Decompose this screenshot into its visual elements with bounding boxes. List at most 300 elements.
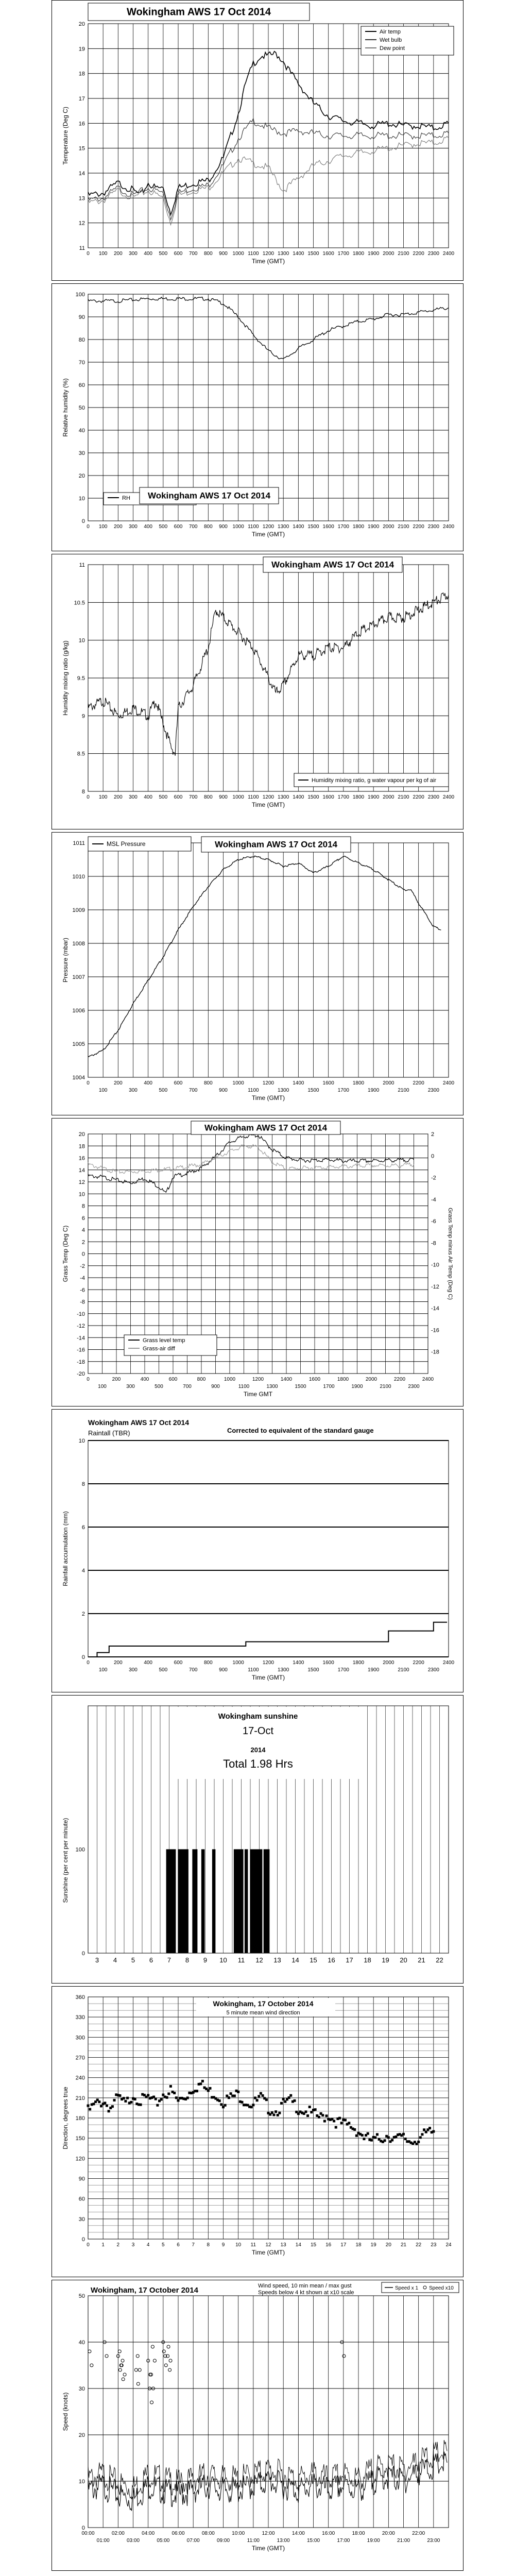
legend-label: Humidity mixing ratio, g water vapour per kg of air bbox=[312, 777, 437, 784]
x-tick-label: 900 bbox=[219, 794, 228, 800]
x-tick-label: 2100 bbox=[398, 1088, 409, 1093]
x-tick-label: 200 bbox=[113, 524, 123, 530]
legend-box bbox=[361, 26, 454, 55]
x-tick-label: 8 bbox=[207, 2242, 210, 2248]
y-tick-label: 10.5 bbox=[74, 600, 85, 606]
x-tick-label: 18:00 bbox=[352, 2531, 365, 2536]
y-tick-label: 10 bbox=[78, 2479, 85, 2485]
chart-title: Wokingham AWS 17 Oct 2014 bbox=[147, 490, 271, 501]
x-tick-label: 600 bbox=[174, 1080, 183, 1086]
x-tick-label: 1700 bbox=[337, 524, 349, 530]
direction-point bbox=[98, 2100, 100, 2103]
x-tick-label: 07:00 bbox=[186, 2538, 200, 2544]
y-tick-label: 270 bbox=[75, 2055, 85, 2061]
x-tick-label: 15 bbox=[310, 2242, 317, 2248]
direction-point bbox=[177, 2099, 180, 2102]
y-tick-label: 12 bbox=[78, 220, 85, 227]
x-tick-label: 300 bbox=[129, 1088, 138, 1093]
chart-title: Wokingham AWS 17 Oct 2014 bbox=[271, 560, 394, 570]
direction-point bbox=[428, 2127, 431, 2129]
x-tick-label: 3 bbox=[95, 1956, 99, 1964]
x-tick-label: 1600 bbox=[322, 794, 334, 800]
direction-point bbox=[361, 2134, 364, 2137]
y-tick-label: 2 bbox=[81, 1239, 85, 1246]
x-tick-label: 0 bbox=[87, 1377, 90, 1382]
direction-point bbox=[274, 2110, 277, 2113]
legend-label: Speed x 1 bbox=[395, 2285, 419, 2291]
x-tick-label: 2200 bbox=[413, 524, 424, 530]
y-tick-label: 20 bbox=[78, 1131, 85, 1138]
x-tick-label: 03:00 bbox=[126, 2538, 140, 2544]
x-tick-label: 1100 bbox=[248, 1667, 259, 1673]
x-tick-label: 1300 bbox=[278, 1667, 289, 1673]
direction-point bbox=[124, 2100, 127, 2103]
y-tick-label: 8.5 bbox=[77, 751, 85, 757]
x-tick-label: 1400 bbox=[293, 794, 304, 800]
direction-point bbox=[224, 2104, 227, 2107]
direction-point bbox=[233, 2095, 236, 2097]
x-tick-label: 1000 bbox=[232, 1660, 244, 1666]
y-tick-label: 14 bbox=[78, 1167, 85, 1174]
x-tick-label: 0 bbox=[87, 251, 90, 257]
x-tick-label: 24 bbox=[445, 2242, 452, 2248]
y2-tick-label: -6 bbox=[431, 1218, 436, 1225]
x-tick-label: 500 bbox=[159, 794, 168, 800]
x-tick-label: 0 bbox=[87, 2242, 90, 2248]
x-tick-label: 300 bbox=[126, 1384, 135, 1389]
y-tick-label: 1004 bbox=[72, 1075, 85, 1081]
x-tick-label: 3 bbox=[131, 2242, 135, 2248]
legend-label: Grass level temp bbox=[143, 1337, 185, 1344]
y-axis-label: Direction, degrees true bbox=[62, 2087, 69, 2149]
x-tick-label: 20 bbox=[400, 1956, 407, 1964]
x-axis-label: Time (GMT) bbox=[251, 2249, 285, 2256]
y-tick-label: 100 bbox=[75, 292, 85, 298]
x-tick-label: 100 bbox=[98, 794, 108, 800]
direction-point bbox=[156, 2104, 159, 2107]
x-tick-label: 16:00 bbox=[322, 2531, 335, 2536]
x-tick-label: 200 bbox=[113, 1660, 123, 1666]
direction-point bbox=[404, 2138, 407, 2140]
sunshine-burst bbox=[202, 1849, 204, 1953]
direction-point bbox=[376, 2133, 379, 2136]
x-axis-label: Time (GMT) bbox=[251, 1094, 285, 1101]
x-tick-label: 23 bbox=[431, 2242, 437, 2248]
direction-point bbox=[387, 2136, 390, 2139]
y-axis-label: Temperature (Deg C) bbox=[62, 107, 69, 165]
y-tick-label: 4 bbox=[81, 1227, 85, 1233]
y-tick-label: -6 bbox=[80, 1287, 85, 1294]
x-tick-label: 1500 bbox=[307, 1088, 319, 1093]
sunshine-total: Total 1.98 Hrs bbox=[223, 1757, 293, 1770]
x-tick-label: 1300 bbox=[278, 794, 289, 800]
x-tick-label: 9 bbox=[221, 2242, 225, 2248]
chart-subtitle: 5 minute mean wind direction bbox=[226, 2010, 300, 2016]
y-tick-label: -16 bbox=[77, 1347, 85, 1353]
x-axis-label: Time (GMT) bbox=[251, 801, 285, 808]
y-tick-label: 0 bbox=[81, 1951, 85, 1957]
x-tick-label: 1900 bbox=[368, 251, 380, 257]
direction-point bbox=[118, 2094, 121, 2097]
y-axis-label: Sunshine (per cent per minute) bbox=[62, 1818, 69, 1903]
x-tick-label: 1200 bbox=[262, 251, 274, 257]
x-tick-label: 6 bbox=[177, 2242, 180, 2248]
y-tick-label: 16 bbox=[78, 1155, 85, 1162]
y-tick-label: -8 bbox=[80, 1299, 85, 1306]
direction-point bbox=[355, 2134, 358, 2137]
y-tick-label: 8 bbox=[81, 1203, 85, 1210]
x-tick-label: 500 bbox=[159, 524, 168, 530]
y-tick-label: 360 bbox=[75, 1994, 85, 2001]
direction-point bbox=[262, 2094, 264, 2097]
legend-label: Dew point bbox=[380, 45, 405, 52]
y-axis-label: Relative humidity (%) bbox=[62, 378, 69, 437]
sunshine-burst bbox=[178, 1849, 188, 1953]
legend-label: Wet bulb bbox=[380, 37, 402, 43]
y-tick-label: 50 bbox=[78, 2293, 85, 2299]
direction-point bbox=[230, 2092, 232, 2095]
direction-point bbox=[288, 2096, 290, 2099]
x-tick-label: 1300 bbox=[278, 524, 289, 530]
direction-point bbox=[374, 2136, 376, 2139]
y-tick-label: 30 bbox=[78, 2386, 85, 2392]
direction-point bbox=[344, 2119, 347, 2122]
x-tick-label: 1400 bbox=[293, 1660, 304, 1666]
y-tick-label: 2 bbox=[81, 1611, 85, 1617]
x-tick-label: 1100 bbox=[248, 524, 259, 530]
y-tick-label: 9 bbox=[81, 713, 85, 720]
x-tick-label: 1100 bbox=[248, 1088, 259, 1093]
x-tick-label: 6 bbox=[149, 1956, 153, 1964]
direction-point bbox=[284, 2100, 286, 2103]
x-tick-label: 1000 bbox=[232, 794, 244, 800]
x-tick-label: 1400 bbox=[293, 524, 304, 530]
direction-point bbox=[417, 2141, 420, 2143]
y-tick-label: 4 bbox=[81, 1568, 85, 1574]
x-tick-label: 15 bbox=[310, 1956, 317, 1964]
chart-title: Wokingham, 17 October 2014 bbox=[91, 2286, 198, 2295]
x-tick-label: 2100 bbox=[398, 1667, 409, 1673]
y-tick-label: 180 bbox=[75, 2115, 85, 2122]
y-tick-label: 210 bbox=[75, 2095, 85, 2102]
x-tick-label: 10:00 bbox=[232, 2531, 245, 2536]
direction-point bbox=[265, 2098, 268, 2101]
x-tick-label: 14:00 bbox=[291, 2531, 305, 2536]
direction-point bbox=[218, 2099, 221, 2102]
y2-tick-label: -16 bbox=[431, 1327, 439, 1334]
x-tick-label: 500 bbox=[154, 1384, 163, 1389]
y-tick-label: 6 bbox=[81, 1524, 85, 1531]
x-tick-label: 1600 bbox=[322, 524, 334, 530]
x-tick-label: 17 bbox=[340, 2242, 347, 2248]
x-tick-label: 600 bbox=[168, 1377, 178, 1382]
x-tick-label: 8 bbox=[185, 1956, 190, 1964]
direction-point bbox=[384, 2139, 386, 2142]
x-tick-label: 1100 bbox=[248, 794, 259, 800]
direction-point bbox=[367, 2132, 369, 2135]
x-tick-label: 12 bbox=[255, 1956, 263, 1964]
x-tick-label: 0 bbox=[87, 524, 90, 530]
x-tick-label: 1800 bbox=[352, 524, 365, 530]
direction-point bbox=[130, 2101, 132, 2104]
direction-point bbox=[209, 2087, 211, 2090]
x-tick-label: 1300 bbox=[278, 1088, 289, 1093]
x-tick-label: 800 bbox=[203, 1080, 213, 1086]
y-tick-label: 20 bbox=[78, 2432, 85, 2438]
direction-point bbox=[108, 2110, 110, 2112]
y-tick-label: 120 bbox=[75, 2156, 85, 2162]
direction-point bbox=[147, 2094, 149, 2096]
x-tick-label: 1500 bbox=[307, 524, 319, 530]
direction-point bbox=[370, 2139, 373, 2142]
direction-point bbox=[154, 2098, 157, 2100]
y-tick-label: 8 bbox=[81, 1481, 85, 1487]
y-tick-label: 12 bbox=[78, 1179, 85, 1185]
x-tick-label: 19 bbox=[370, 2242, 376, 2248]
x-tick-label: 11 bbox=[237, 1956, 245, 1964]
y-tick-label: 0 bbox=[81, 2236, 85, 2243]
direction-point bbox=[199, 2082, 202, 2085]
x-tick-label: 13:00 bbox=[277, 2538, 290, 2544]
x-tick-label: 1700 bbox=[337, 1667, 349, 1673]
x-tick-label: 12 bbox=[265, 2242, 271, 2248]
x-tick-label: 1000 bbox=[232, 1080, 244, 1086]
y2-axis-label: Grass Temp minus Air Temp (Deg C) bbox=[447, 1208, 453, 1300]
x-tick-label: 1500 bbox=[307, 251, 319, 257]
direction-point bbox=[89, 2108, 91, 2111]
x-tick-label: 200 bbox=[113, 794, 123, 800]
sunshine-burst bbox=[245, 1849, 248, 1953]
x-tick-label: 0 bbox=[87, 1660, 90, 1666]
direction-point bbox=[201, 2080, 204, 2082]
x-tick-label: 1500 bbox=[295, 1384, 306, 1389]
direction-point bbox=[321, 2114, 324, 2116]
x-tick-label: 0 bbox=[87, 794, 90, 800]
direction-point bbox=[306, 2114, 309, 2117]
x-tick-label: 2200 bbox=[413, 251, 424, 257]
x-tick-label: 800 bbox=[203, 1660, 213, 1666]
y-tick-label: 0 bbox=[81, 518, 85, 524]
x-tick-label: 1300 bbox=[266, 1384, 278, 1389]
y-tick-label: 18 bbox=[78, 71, 85, 77]
x-tick-label: 2300 bbox=[427, 1088, 439, 1093]
x-tick-label: 18 bbox=[355, 2242, 362, 2248]
chart-title: Wokingham, 17 October 2014 bbox=[213, 1999, 314, 2008]
x-tick-label: 700 bbox=[188, 1667, 198, 1673]
x-tick-label: 1800 bbox=[352, 794, 365, 800]
x-tick-label: 23:00 bbox=[427, 2538, 440, 2544]
x-tick-label: 11:00 bbox=[247, 2538, 260, 2544]
x-tick-label: 1000 bbox=[232, 251, 244, 257]
x-tick-label: 1400 bbox=[280, 1377, 293, 1382]
direction-point bbox=[391, 2139, 393, 2141]
direction-point bbox=[228, 2096, 230, 2099]
direction-point bbox=[106, 2104, 108, 2107]
x-tick-label: 2400 bbox=[442, 524, 455, 530]
x-tick-label: 21:00 bbox=[397, 2538, 410, 2544]
y-tick-label: 16 bbox=[78, 121, 85, 127]
x-tick-label: 700 bbox=[183, 1384, 192, 1389]
x-tick-label: 300 bbox=[129, 251, 138, 257]
direction-point bbox=[289, 2094, 292, 2097]
x-tick-label: 5 bbox=[131, 1956, 135, 1964]
x-tick-label: 1700 bbox=[323, 1384, 335, 1389]
x-tick-label: 800 bbox=[203, 524, 213, 530]
panel-grass-temp bbox=[52, 1118, 464, 1406]
direction-point bbox=[333, 2120, 335, 2122]
x-tick-label: 700 bbox=[188, 251, 198, 257]
chart-title: Wokingham sunshine bbox=[218, 1712, 298, 1721]
direction-point bbox=[272, 2113, 275, 2116]
x-tick-label: 100 bbox=[98, 524, 108, 530]
direction-point bbox=[348, 2122, 350, 2124]
direction-point bbox=[169, 2085, 172, 2088]
direction-point bbox=[254, 2097, 256, 2099]
y-tick-label: 240 bbox=[75, 2075, 85, 2081]
x-tick-label: 17 bbox=[346, 1956, 353, 1964]
x-tick-label: 1900 bbox=[351, 1384, 363, 1389]
x-tick-label: 04:00 bbox=[142, 2531, 155, 2536]
direction-point bbox=[423, 2128, 425, 2131]
y-tick-label: -10 bbox=[77, 1311, 85, 1317]
x-tick-label: 1700 bbox=[337, 251, 349, 257]
y-tick-label: 1008 bbox=[72, 941, 85, 947]
x-tick-label: 12:00 bbox=[262, 2531, 275, 2536]
y-tick-label: 9.5 bbox=[77, 675, 85, 682]
x-tick-label: 900 bbox=[219, 524, 228, 530]
panel-wind-speed bbox=[52, 2280, 464, 2571]
x-tick-label: 800 bbox=[203, 251, 213, 257]
x-tick-label: 19:00 bbox=[367, 2538, 380, 2544]
x-tick-label: 1800 bbox=[352, 251, 365, 257]
y-tick-label: 0 bbox=[81, 1654, 85, 1660]
x-axis-label: Time (GMT) bbox=[251, 2545, 285, 2552]
x-tick-label: 1700 bbox=[337, 794, 349, 800]
chart-title: Wokingham AWS 17 Oct 2014 bbox=[214, 839, 338, 850]
y-tick-label: 10 bbox=[78, 1191, 85, 1198]
x-tick-label: 2300 bbox=[427, 1667, 439, 1673]
y-axis-label: Grass Temp (Deg C) bbox=[62, 1225, 69, 1282]
x-tick-label: 900 bbox=[219, 1088, 228, 1093]
y-tick-label: -4 bbox=[80, 1275, 85, 1281]
x-tick-label: 2400 bbox=[442, 794, 455, 800]
x-tick-label: 1 bbox=[101, 2242, 105, 2248]
x-tick-label: 16 bbox=[328, 1956, 335, 1964]
x-tick-label: 1600 bbox=[308, 1377, 321, 1382]
x-tick-label: 2000 bbox=[383, 524, 394, 530]
sunshine-burst bbox=[166, 1849, 176, 1953]
x-tick-label: 1200 bbox=[262, 1660, 274, 1666]
panel-pressure bbox=[52, 832, 464, 1115]
direction-point bbox=[425, 2131, 427, 2133]
direction-point bbox=[277, 2114, 279, 2116]
x-tick-label: 7 bbox=[167, 1956, 171, 1964]
y-tick-label: 11 bbox=[79, 245, 85, 251]
x-tick-label: 2 bbox=[116, 2242, 120, 2248]
direction-point bbox=[340, 2122, 343, 2124]
x-tick-label: 1800 bbox=[352, 1660, 365, 1666]
x-tick-label: 400 bbox=[144, 524, 153, 530]
x-tick-label: 2200 bbox=[413, 794, 424, 800]
x-tick-label: 09:00 bbox=[216, 2538, 230, 2544]
direction-point bbox=[111, 2105, 114, 2108]
x-tick-label: 600 bbox=[174, 524, 183, 530]
x-tick-label: 21 bbox=[400, 2242, 407, 2248]
x-axis-label: Time (GMT) bbox=[251, 258, 285, 265]
y-tick-label: 30 bbox=[78, 2216, 85, 2223]
y-tick-label: 1007 bbox=[72, 974, 85, 980]
panel-sunshine bbox=[52, 1695, 464, 1984]
sunshine-burst bbox=[250, 1849, 262, 1953]
x-tick-label: 600 bbox=[174, 794, 183, 800]
chart-title: Wokingham AWS 17 Oct 2014 bbox=[204, 1123, 328, 1133]
panel-rainfall bbox=[52, 1409, 464, 1692]
x-tick-label: 1900 bbox=[368, 524, 380, 530]
x-tick-label: 400 bbox=[144, 1660, 153, 1666]
y-axis-label: Pressure (mbar) bbox=[62, 938, 69, 982]
direction-point bbox=[173, 2092, 176, 2094]
y-tick-label: -12 bbox=[77, 1323, 85, 1329]
x-tick-label: 02:00 bbox=[111, 2531, 125, 2536]
x-tick-label: 400 bbox=[144, 251, 153, 257]
panel-humidity bbox=[52, 283, 464, 551]
x-tick-label: 300 bbox=[129, 524, 138, 530]
x-tick-label: 11 bbox=[250, 2242, 256, 2248]
x-tick-label: 2300 bbox=[427, 251, 439, 257]
y2-tick-label: 2 bbox=[431, 1131, 435, 1138]
x-tick-label: 100 bbox=[98, 1667, 108, 1673]
x-tick-label: 2200 bbox=[413, 1660, 424, 1666]
y-tick-label: 60 bbox=[78, 2196, 85, 2202]
y-tick-label: 10 bbox=[78, 496, 85, 502]
x-tick-label: 2300 bbox=[427, 524, 439, 530]
y-tick-label: 0 bbox=[81, 1251, 85, 1258]
x-tick-label: 800 bbox=[203, 794, 213, 800]
x-tick-label: 15:00 bbox=[306, 2538, 320, 2544]
direction-point bbox=[196, 2090, 198, 2092]
y-tick-label: 19 bbox=[78, 46, 85, 53]
x-tick-label: 2200 bbox=[413, 1080, 424, 1086]
x-tick-label: 18 bbox=[364, 1956, 371, 1964]
x-tick-label: 13 bbox=[280, 2242, 286, 2248]
x-tick-label: 19 bbox=[382, 1956, 389, 1964]
x-tick-label: 2000 bbox=[383, 251, 394, 257]
x-tick-label: 1600 bbox=[322, 1080, 334, 1086]
panel-mixing-ratio bbox=[52, 554, 464, 829]
y-tick-label: 1010 bbox=[72, 874, 85, 880]
y-axis-label: Humidity mixing ratio (g/kg) bbox=[62, 640, 69, 716]
x-tick-label: 1100 bbox=[238, 1384, 250, 1389]
x-tick-label: 900 bbox=[219, 251, 228, 257]
y-tick-label: 6 bbox=[81, 1215, 85, 1222]
y-axis-label: Rainfall accumulation (mm) bbox=[62, 1511, 69, 1586]
x-tick-label: 100 bbox=[98, 1384, 107, 1389]
x-axis-label: Time GMT bbox=[243, 1391, 273, 1398]
x-tick-label: 1200 bbox=[262, 1080, 274, 1086]
x-tick-label: 200 bbox=[113, 1080, 123, 1086]
x-tick-label: 1900 bbox=[368, 1667, 380, 1673]
x-tick-label: 05:00 bbox=[157, 2538, 170, 2544]
direction-point bbox=[304, 2110, 307, 2113]
direction-point bbox=[402, 2133, 405, 2136]
x-tick-label: 600 bbox=[174, 251, 183, 257]
y-tick-label: 90 bbox=[78, 2176, 85, 2182]
x-tick-label: 1200 bbox=[252, 1377, 264, 1382]
x-tick-label: 700 bbox=[188, 524, 198, 530]
x-tick-label: 1600 bbox=[322, 1660, 334, 1666]
direction-point bbox=[104, 2102, 106, 2104]
y-tick-label: 11 bbox=[79, 562, 85, 568]
